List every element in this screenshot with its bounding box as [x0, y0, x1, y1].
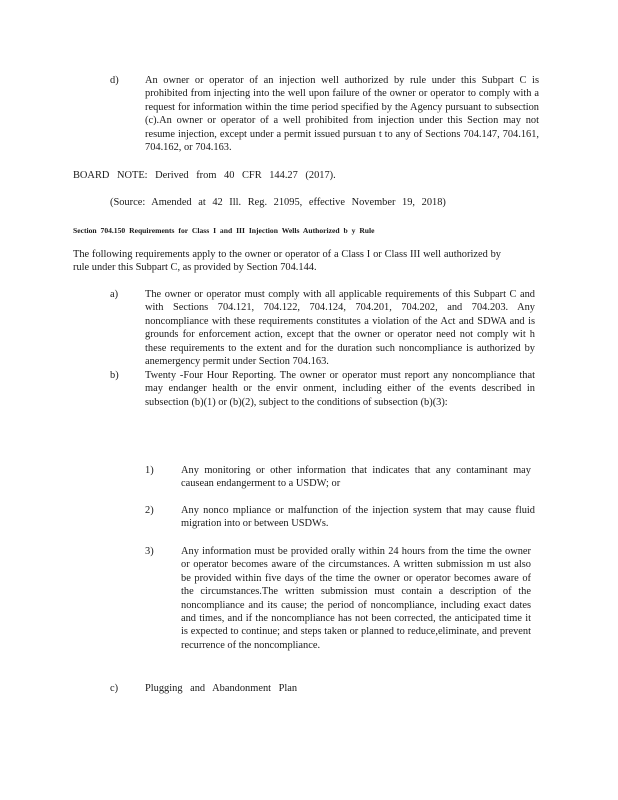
board-note: BOARD NOTE: Derived from 40 CFR 144.27 (2017). — [73, 170, 336, 181]
item-b1-label: 1) — [145, 465, 154, 476]
item-a-label: a) — [110, 289, 119, 300]
item-b1-text: Any monitoring or other information that indicates that any contaminant may causean endangerment to a USDW; or — [181, 465, 531, 490]
item-c-text: Plugging and Abandonment Plan — [145, 683, 298, 694]
item-c-label: c) — [110, 683, 119, 694]
item-b2-label: 2) — [145, 505, 154, 516]
item-d-label: d) — [110, 75, 119, 86]
source-note: (Source: Amended at 42 Ill. Reg. 21095, effective November 19, 2018) — [110, 197, 446, 208]
item-b3-label: 3) — [145, 546, 154, 557]
item-a-text: The owner or operator must comply with all applicable requirements of this Subpart C and with Sections 704.121, 704.122, 704.124, 704.201, 704.202, and 704.203. Any noncompliance with these requirements constitutes a violation of the Act and SDWA and is grounds for enforcement action, except that the owner or operator need not comply wit h these requirements to the extent and for the duration such noncompliance is authorized by anemergency permit under Section 704.163. — [145, 289, 535, 368]
item-b-label: b) — [110, 370, 119, 381]
intro-paragraph: The following requirements apply to the owner or operator of a Class I or Class III well authorized by rule under this Subpart C, as provided by Section 704.144. — [73, 249, 501, 274]
item-b2-text: Any nonco mpliance or malfunction of the injection system that may cause fluid migration into or between USDWs. — [181, 505, 535, 530]
section-heading: Section 704.150 Requirements for Class I and III Injection Wells Authorized b y Rule — [73, 226, 375, 235]
item-b3-text: Any information must be provided orally within 24 hours from the time the owner or operator becomes aware of the circumstances. A written submission m ust also be provided within five days of the time the owner or operator becomes aware of the circumstances.The written submission must contain a description of the noncompliance and its cause; the period of noncompliance, including exact dates and times, and if the noncompliance has not been corrected, the anticipated time it is expected to continue; and steps taken or planned to reduce,eliminate, and prevent recurrence of the noncompliance. — [181, 546, 531, 651]
item-d-text: An owner or operator of an injection well authorized by rule under this Subpart C is prohibited from injecting into the well upon failure of the owner or operator to comply with a request for information within the time period specified by the Agency pursuant to subsection (c).An owner or operator of a well prohibited from injection under this Section may not resume injection, except under a permit issued pursuan t to any of Sections 704.147, 704.161, 704.162, or 704.163. — [145, 75, 539, 154]
item-b-text: Twenty -Four Hour Reporting. The owner or operator must report any noncompliance that may endanger health or the envir onment, including either of the events described in subsection (b)(1) or (b)(2), subject to the conditions of subsection (b)(3): — [145, 370, 535, 408]
